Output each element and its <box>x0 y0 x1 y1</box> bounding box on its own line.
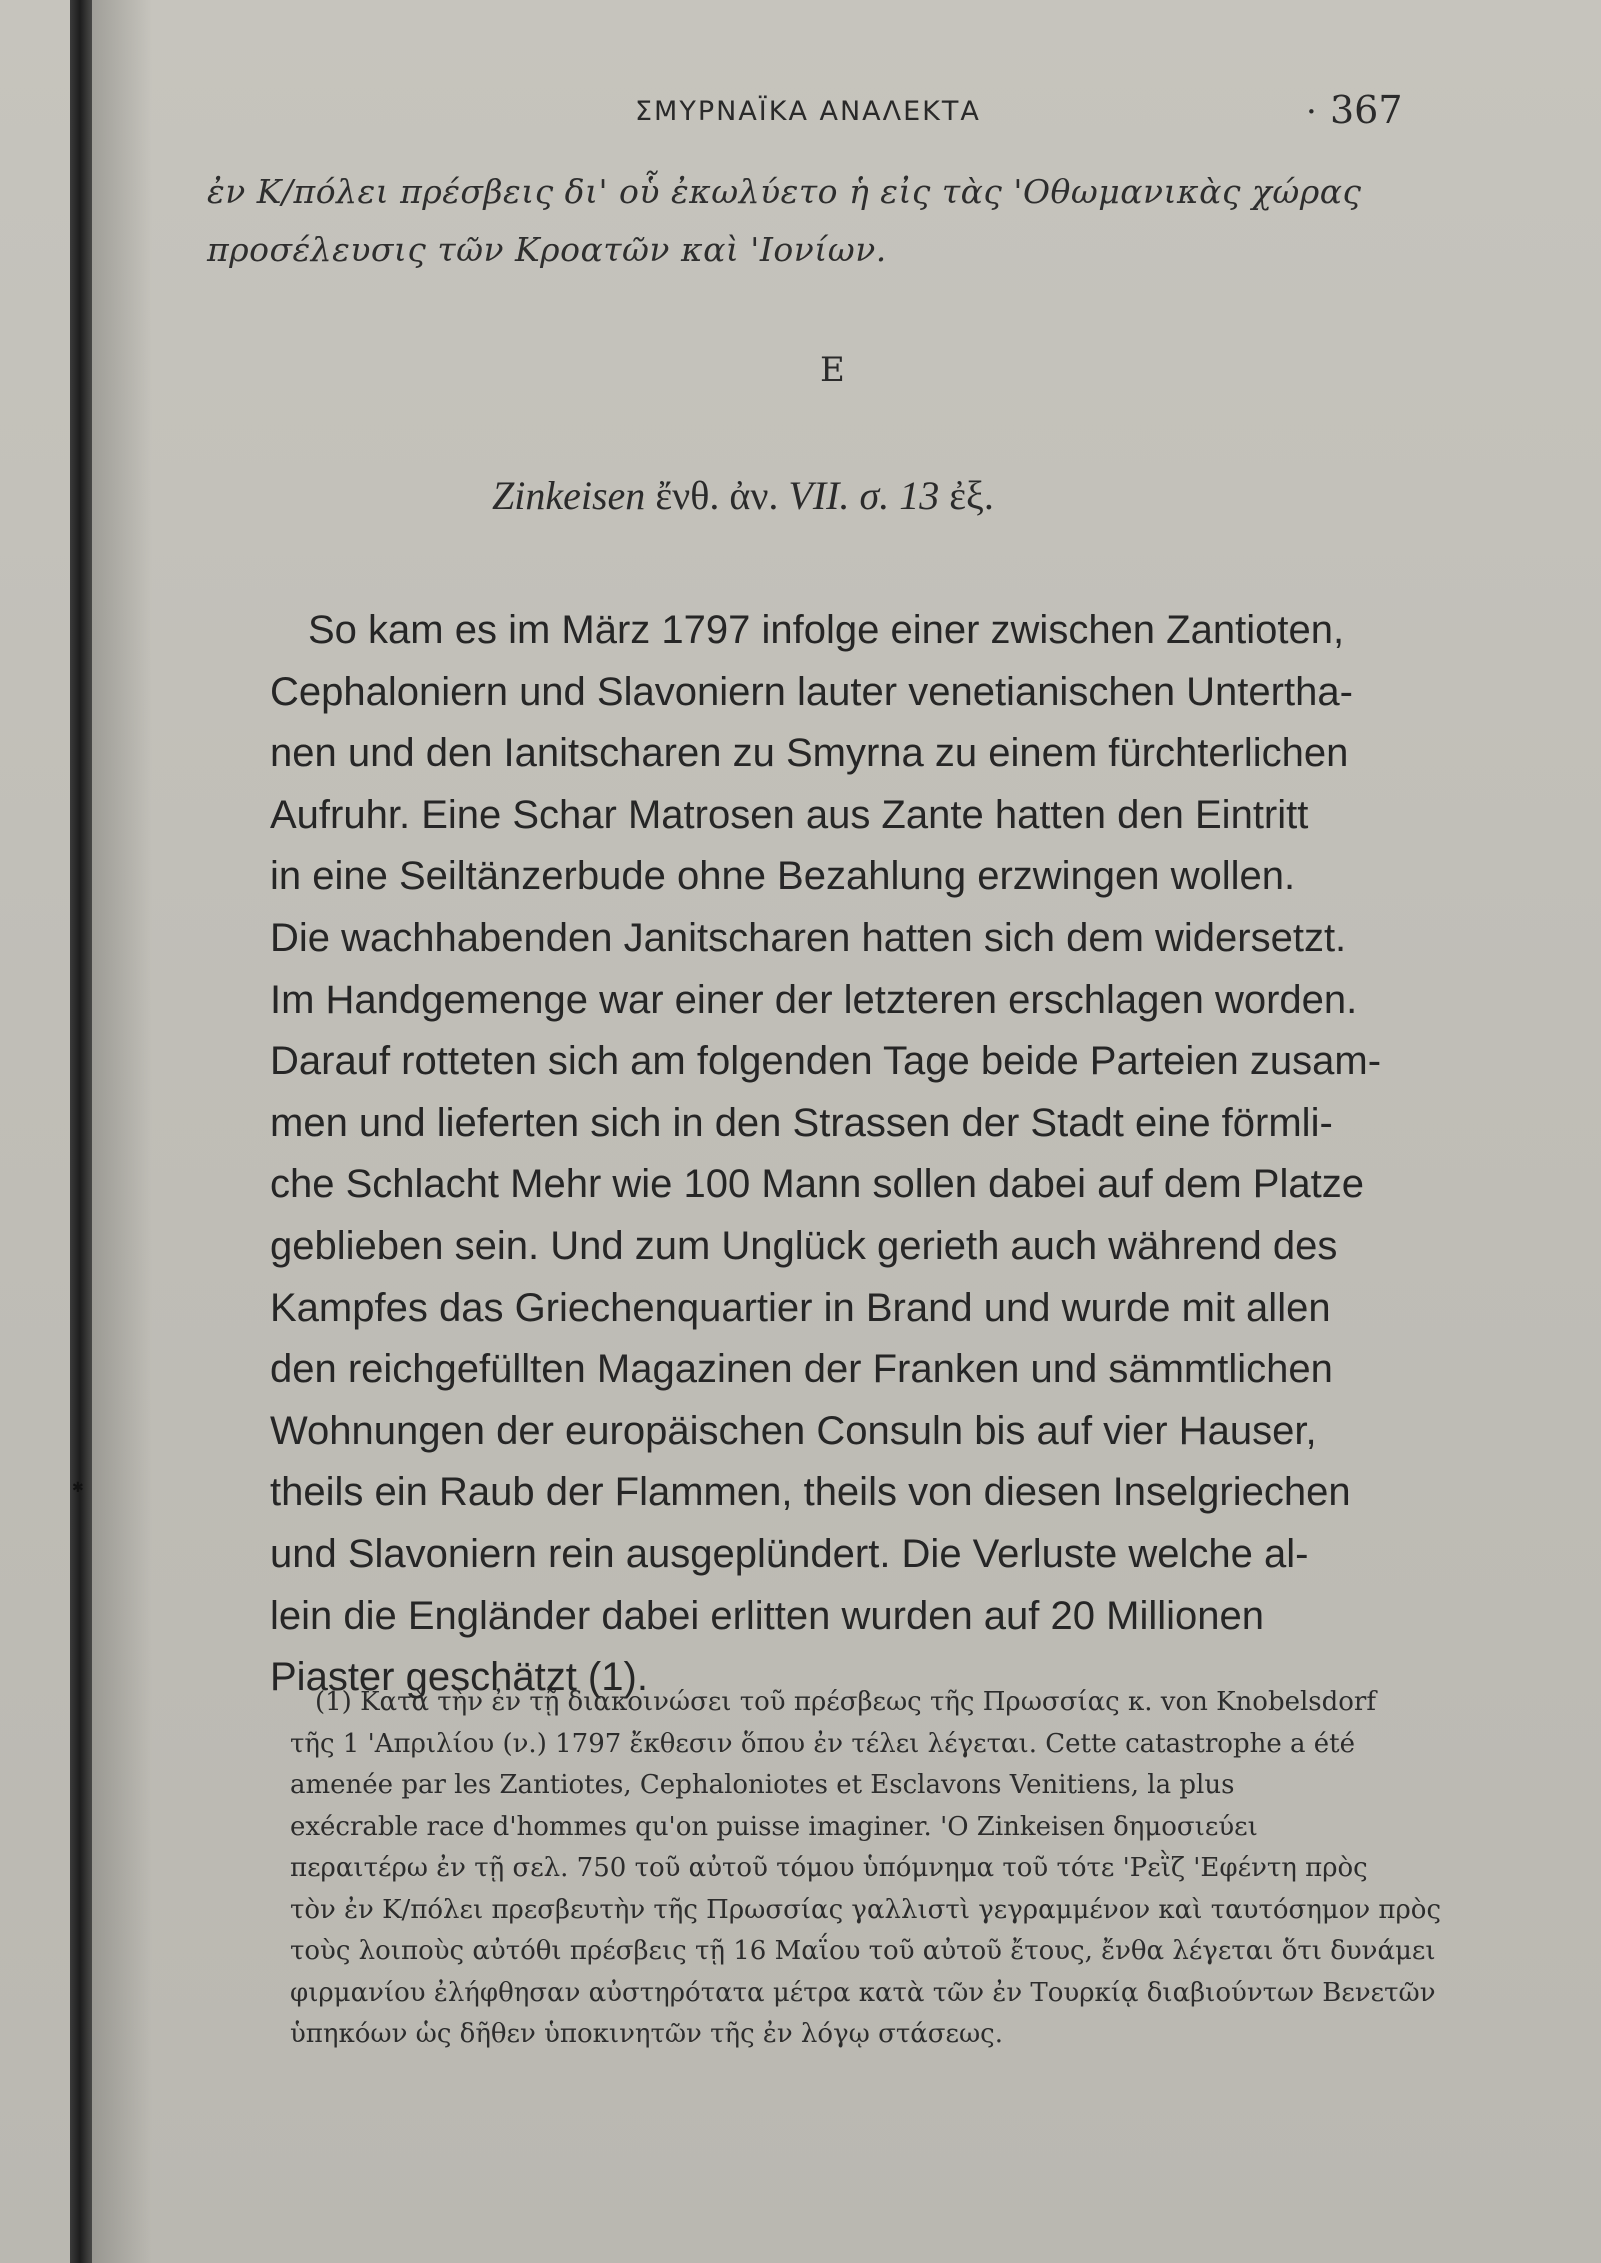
body-line: geblieben sein. Und zum Unglück gerieth auch während des <box>270 1223 1338 1268</box>
reference-line <box>492 472 994 519</box>
page-number: 367 <box>1330 88 1403 132</box>
binding-shadow <box>92 0 152 2263</box>
footnote-line: τῆς 1 'Απριλίου (ν.) 1797 ἔκθεσιν ὅπου ἐν τέλει λέγεται. Cette catastrophe a été <box>290 1728 1355 1759</box>
body-line: Aufruhr. Eine Schar Matrosen aus Zante hatten den Eintritt <box>270 792 1309 837</box>
body-line: Wohnungen der europäischen Consuln bis auf vier Hauser, <box>270 1408 1317 1453</box>
body-line: Piaster geschätzt (1). <box>270 1655 648 1700</box>
intro-greek-line-2: προσέλευσις τῶν Κροατῶν καὶ 'Ιονίων. <box>207 230 887 269</box>
reference-volume: VII. <box>788 473 850 518</box>
reference-sigma: σ. <box>859 473 890 518</box>
body-line: theils ein Raub der Flammen, theils von diesen Inselgriechen <box>270 1470 1351 1515</box>
body-line: den reichgefüllten Magazinen der Franken und sämmtlichen <box>270 1347 1333 1392</box>
body-line: und Slavoniern rein ausgeplündert. Die Verluste welche al- <box>270 1531 1309 1576</box>
body-line: Cephaloniern und Slavoniern lauter venetianischen Untertha- <box>270 669 1353 714</box>
footnote-line: τὸν ἐν Κ/πόλει πρεσβευτὴν τῆς Πρωσσίας γαλλιστὶ γεγραμμένον καὶ ταυτόσημον πρὸς <box>290 1894 1442 1925</box>
header-dot: · <box>1306 92 1317 132</box>
footnote-line: amenée par les Zantiotes, Cephaloniotes et Esclavons Venitiens, la plus <box>290 1770 1235 1800</box>
book-binding-edge <box>70 0 92 2263</box>
footnote-line: περαιτέρω ἐν τῇ σελ. 750 τοῦ αὐτοῦ τόμου ὑπόμνημα τοῦ τότε 'Ρεῒζ 'Εφέντη πρὸς <box>290 1853 1368 1883</box>
body-line: Darauf rotteten sich am folgenden Tage beide Parteien zusam- <box>270 1039 1382 1084</box>
footnote-line: exécrable race d'hommes qu'on puisse imaginer. 'Ο Zinkeisen δημοσιεύει <box>290 1811 1258 1842</box>
footnote-line: τοὺς λοιποὺς αὐτόθι πρέσβεις τῇ 16 Μαΐου τοῦ αὐτοῦ ἔτους, ἔνθα λέγεται ὅτι δυνάμει <box>290 1936 1436 1966</box>
footnote <box>290 1682 1442 2056</box>
reference-ex: ἐξ. <box>949 473 994 518</box>
reference-author: Zinkeisen <box>492 473 646 518</box>
footnote-line: ὑπηκόων ὡς δῆθεν ὑποκινητῶν τῆς ἐν λόγῳ στάσεως. <box>290 2019 1004 2049</box>
body-line: nen und den Ianitscharen zu Smyrna zu einem fürchterlichen <box>270 731 1349 776</box>
body-line: in eine Seiltänzerbude ohne Bezahlung erzwingen wollen. <box>270 854 1296 899</box>
body-line: che Schlacht Mehr wie 100 Mann sollen dabei auf dem Platze <box>270 1162 1364 1207</box>
body-line: lein die Engländer dabei erlitten wurden auf 20 Millionen <box>270 1593 1264 1638</box>
intro-greek-line-1: ἐν Κ/πόλει πρέσβεις δι' οὗ ἐκωλύετο ἡ εἰς τὰς 'Οθωμανικὰς χώρας <box>207 172 1362 211</box>
reference-abbr: ἔνθ. ἀν. <box>655 473 779 518</box>
body-line: So kam es im März 1797 infolge einer zwischen Zantioten, <box>308 608 1345 652</box>
footnote-line: φιρμανίου ἐλήφθησαν αὐστηρότατα μέτρα κατὰ τῶν ἐν Τουρκίᾳ διαβιούντων Βενετῶν <box>290 1977 1436 2008</box>
section-letter: Ε <box>820 350 845 390</box>
main-paragraph <box>270 600 1430 1709</box>
margin-mark-icon: ✱ <box>72 1480 84 1496</box>
body-line: Kampfes das Griechenquartier in Brand und wurde mit allen <box>270 1285 1331 1330</box>
page-header <box>0 88 1601 132</box>
running-title: ΣΜΥΡΝΑΪΚΑ ΑΝΑΛΕΚΤΑ <box>635 96 981 127</box>
body-line: Die wachhabenden Janitscharen hatten sich dem widersetzt. <box>270 915 1347 960</box>
reference-page: 13 <box>899 473 940 518</box>
body-line: men und lieferten sich in den Strassen der Stadt eine förmli- <box>270 1100 1333 1145</box>
body-line: Im Handgemenge war einer der letzteren erschlagen worden. <box>270 977 1358 1022</box>
footnote-line: (1) Κατὰ τὴν ἐν τῇ διακοινώσει τοῦ πρέσβεως τῆς Πρωσσίας κ. von Knobelsdorf <box>315 1687 1376 1717</box>
